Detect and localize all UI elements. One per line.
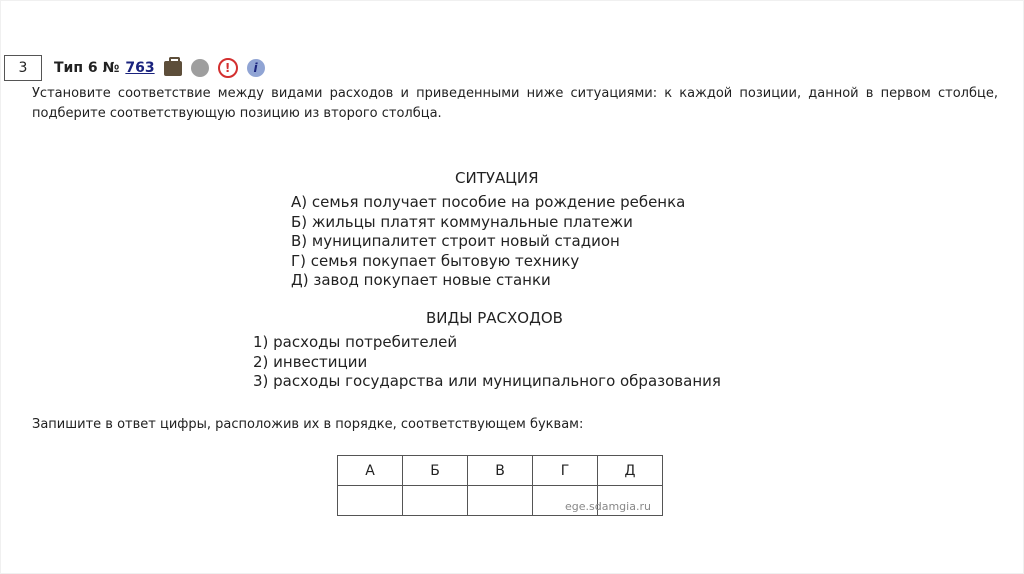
list-item: 2) инвестиции — [253, 352, 368, 371]
list-item: Д) завод покупает новые станки — [291, 271, 551, 289]
answer-prompt: Запишите в ответ цифры, расположив их в порядке, соответствующем буквам: — [32, 417, 584, 432]
answer-cell-a[interactable] — [338, 486, 403, 516]
task-id-link[interactable]: 763 — [125, 60, 155, 76]
list-item: В) муниципалитет строит новый стадион — [291, 232, 620, 250]
briefcase-icon[interactable] — [164, 61, 182, 76]
list-item: Г) семья покупает бытовую технику — [291, 251, 580, 270]
task-header — [54, 58, 265, 78]
grey-circle-icon[interactable] — [191, 59, 209, 77]
answer-header-cell: Д — [598, 456, 663, 486]
alert-icon[interactable]: ! — [218, 58, 238, 78]
task-type-label: Тип 6 № — [54, 60, 120, 76]
answer-cell-b[interactable] — [403, 486, 468, 516]
list-item: 3) расходы государства или муниципального образования — [253, 372, 721, 390]
answer-header-row — [338, 456, 663, 486]
situations-list — [291, 193, 685, 291]
answer-cell-v[interactable] — [468, 486, 533, 516]
watermark: ege.sdamgia.ru — [565, 500, 651, 513]
answer-header-cell: Б — [403, 456, 468, 486]
answer-header-cell: В — [468, 456, 533, 486]
answer-header-cell: А — [338, 456, 403, 486]
task-number-box: 3 — [4, 55, 42, 81]
list-item: А) семья получает пособие на рождение ребенка — [291, 193, 686, 211]
expenses-title: ВИДЫ РАСХОДОВ — [426, 309, 563, 327]
info-icon[interactable]: i — [247, 59, 265, 77]
answer-header-cell: Г — [533, 456, 598, 486]
list-item: 1) расходы потребителей — [253, 333, 458, 351]
expenses-list — [253, 333, 721, 392]
task-instruction: Установите соответствие между видами расходов и приведенными ниже ситуациями: к каждой позиции, данной в первом столбце, подберите соответствующую позицию из второго столбца. — [32, 86, 998, 121]
list-item: Б) жильцы платят коммунальные платежи — [291, 212, 633, 231]
situations-title: СИТУАЦИЯ — [455, 169, 539, 187]
